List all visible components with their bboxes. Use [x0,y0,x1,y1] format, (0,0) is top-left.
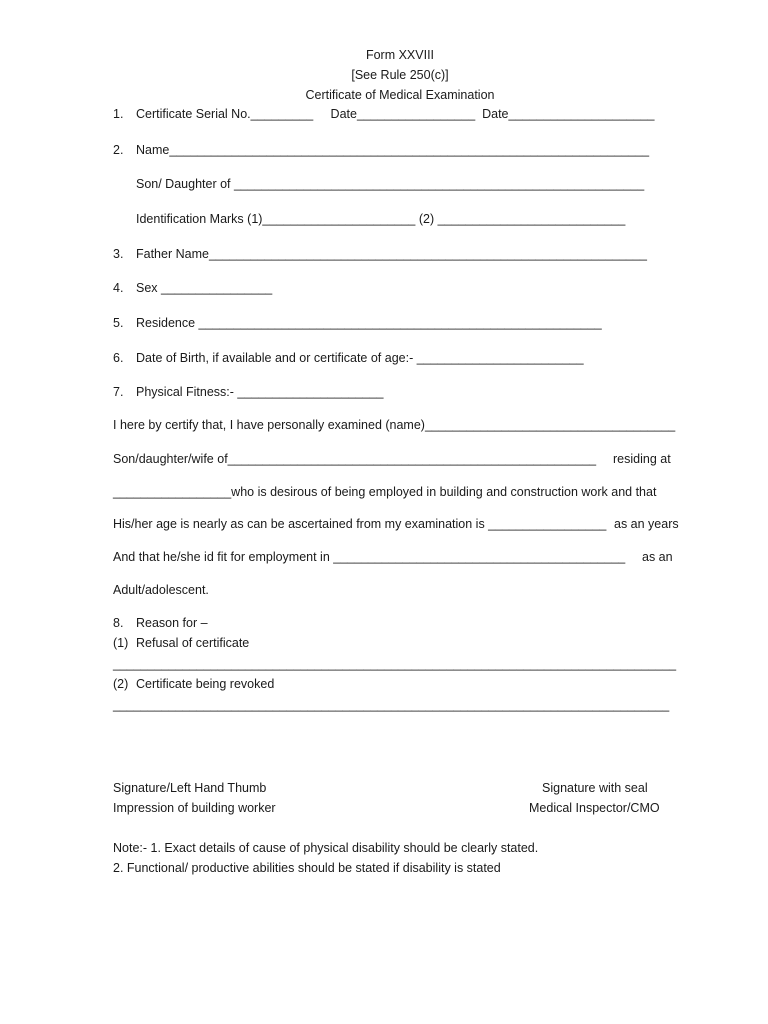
certify-line-age: His/her age is nearly as can be ascertained from my examination is _________________ [113,517,607,531]
note-line-1: Note:- 1. Exact details of cause of physical disability should be clearly stated. [113,841,539,855]
form-number: Form XXVIII [365,48,435,62]
identification-marks-field: Identification Marks (1)______________________ (2) ___________________________ [136,212,626,226]
item-number: 5. [113,316,124,330]
residence-field: Residence __________________________________________________________ [136,316,602,330]
refusal-line: _________________________________________________________________________________ [113,657,677,671]
certificate-serial-field: Certificate Serial No._________ Date_________________ Date_____________________ [136,107,655,121]
certify-line-examined: I here by certify that, I have personally examined (name)____________________________________ [113,418,676,432]
worker-impression-label: Impression of building worker [113,801,276,815]
reason-number: (1) [113,636,129,650]
father-name-field: Father Name_______________________________________________________________ [136,247,647,261]
item-number: 1. [113,107,124,121]
name-field: Name_____________________________________________________________________ [136,143,650,157]
item-number: 8. [113,616,124,630]
revoked-line: ________________________________________________________________________________ [113,698,670,712]
certify-age-suffix: as an years [614,517,679,531]
item-number: 2. [113,143,124,157]
form-title: Certificate of Medical Examination [305,88,495,102]
seal-signature-label: Signature with seal [542,781,648,795]
worker-signature-label: Signature/Left Hand Thumb [113,781,267,795]
sex-field: Sex ________________ [136,281,273,295]
revoked-label: Certificate being revoked [136,677,275,691]
certify-line-category: Adult/adolescent. [113,583,209,597]
certify-line-employment: _________________who is desirous of being employed in building and construction work and that [113,485,657,499]
son-daughter-of-field: Son/ Daughter of ___________________________________________________________ [136,177,645,191]
medical-inspector-label: Medical Inspector/CMO [529,801,660,815]
reason-number: (2) [113,677,129,691]
reason-title: Reason for – [136,616,208,630]
certify-line-fitness: And that he/she id fit for employment in __________________________________________ [113,550,626,564]
certify-residing-label: residing at [613,452,671,466]
certify-as-an-label: as an [642,550,673,564]
item-number: 6. [113,351,124,365]
item-number: 3. [113,247,124,261]
item-number: 7. [113,385,124,399]
physical-fitness-field: Physical Fitness:- _____________________ [136,385,384,399]
note-line-2: 2. Functional/ productive abilities should be stated if disability is stated [113,861,501,875]
certify-line-relation: Son/daughter/wife of_____________________________________________________ [113,452,597,466]
item-number: 4. [113,281,124,295]
rule-reference: [See Rule 250(c)] [351,68,449,82]
date-of-birth-field: Date of Birth, if available and or certificate of age:- ________________________ [136,351,584,365]
refusal-label: Refusal of certificate [136,636,250,650]
